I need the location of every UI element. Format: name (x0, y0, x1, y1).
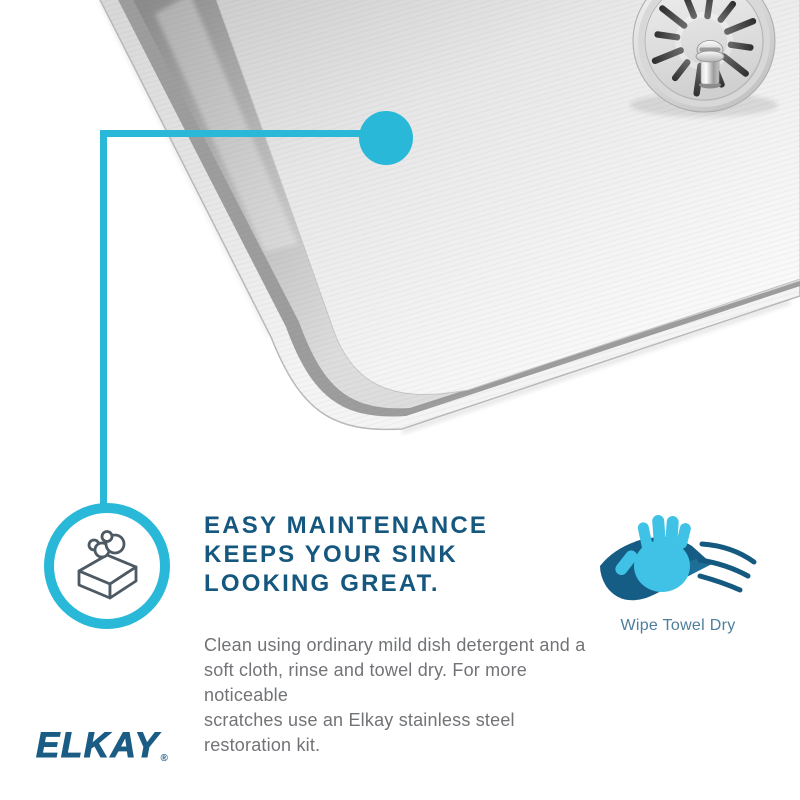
logo-text: ELKAY (36, 726, 160, 765)
wipe-towel-dry-label: Wipe Towel Dry (620, 617, 736, 634)
body-line: scratches use an Elkay stainless steel restoration kit. (204, 710, 515, 755)
callout-horizontal-line (103, 130, 373, 137)
headline (204, 511, 544, 598)
body-line: Clean using ordinary mild dish detergent and a (204, 635, 586, 655)
headline-line: LOOKING GREAT. (204, 570, 440, 597)
body-line: soft cloth, rinse and towel dry. For more noticeable (204, 660, 527, 705)
motion-lines-icon (700, 544, 754, 590)
callout-vertical-line (100, 130, 107, 506)
cyan-dot-marker (359, 111, 413, 165)
registered-trademark: ® (160, 753, 168, 764)
soap-badge (44, 503, 170, 629)
headline-line: KEEPS YOUR SINK (204, 541, 458, 568)
wipe-towel-dry-block (596, 508, 760, 635)
sink-drain-strainer-icon (630, 0, 778, 117)
soap-bar-with-bubbles-icon (67, 526, 147, 606)
hand-wiping-towel-icon (596, 508, 760, 608)
headline-line: EASY MAINTENANCE (204, 512, 489, 539)
body-copy (204, 633, 604, 758)
elkay-logo (36, 726, 168, 766)
